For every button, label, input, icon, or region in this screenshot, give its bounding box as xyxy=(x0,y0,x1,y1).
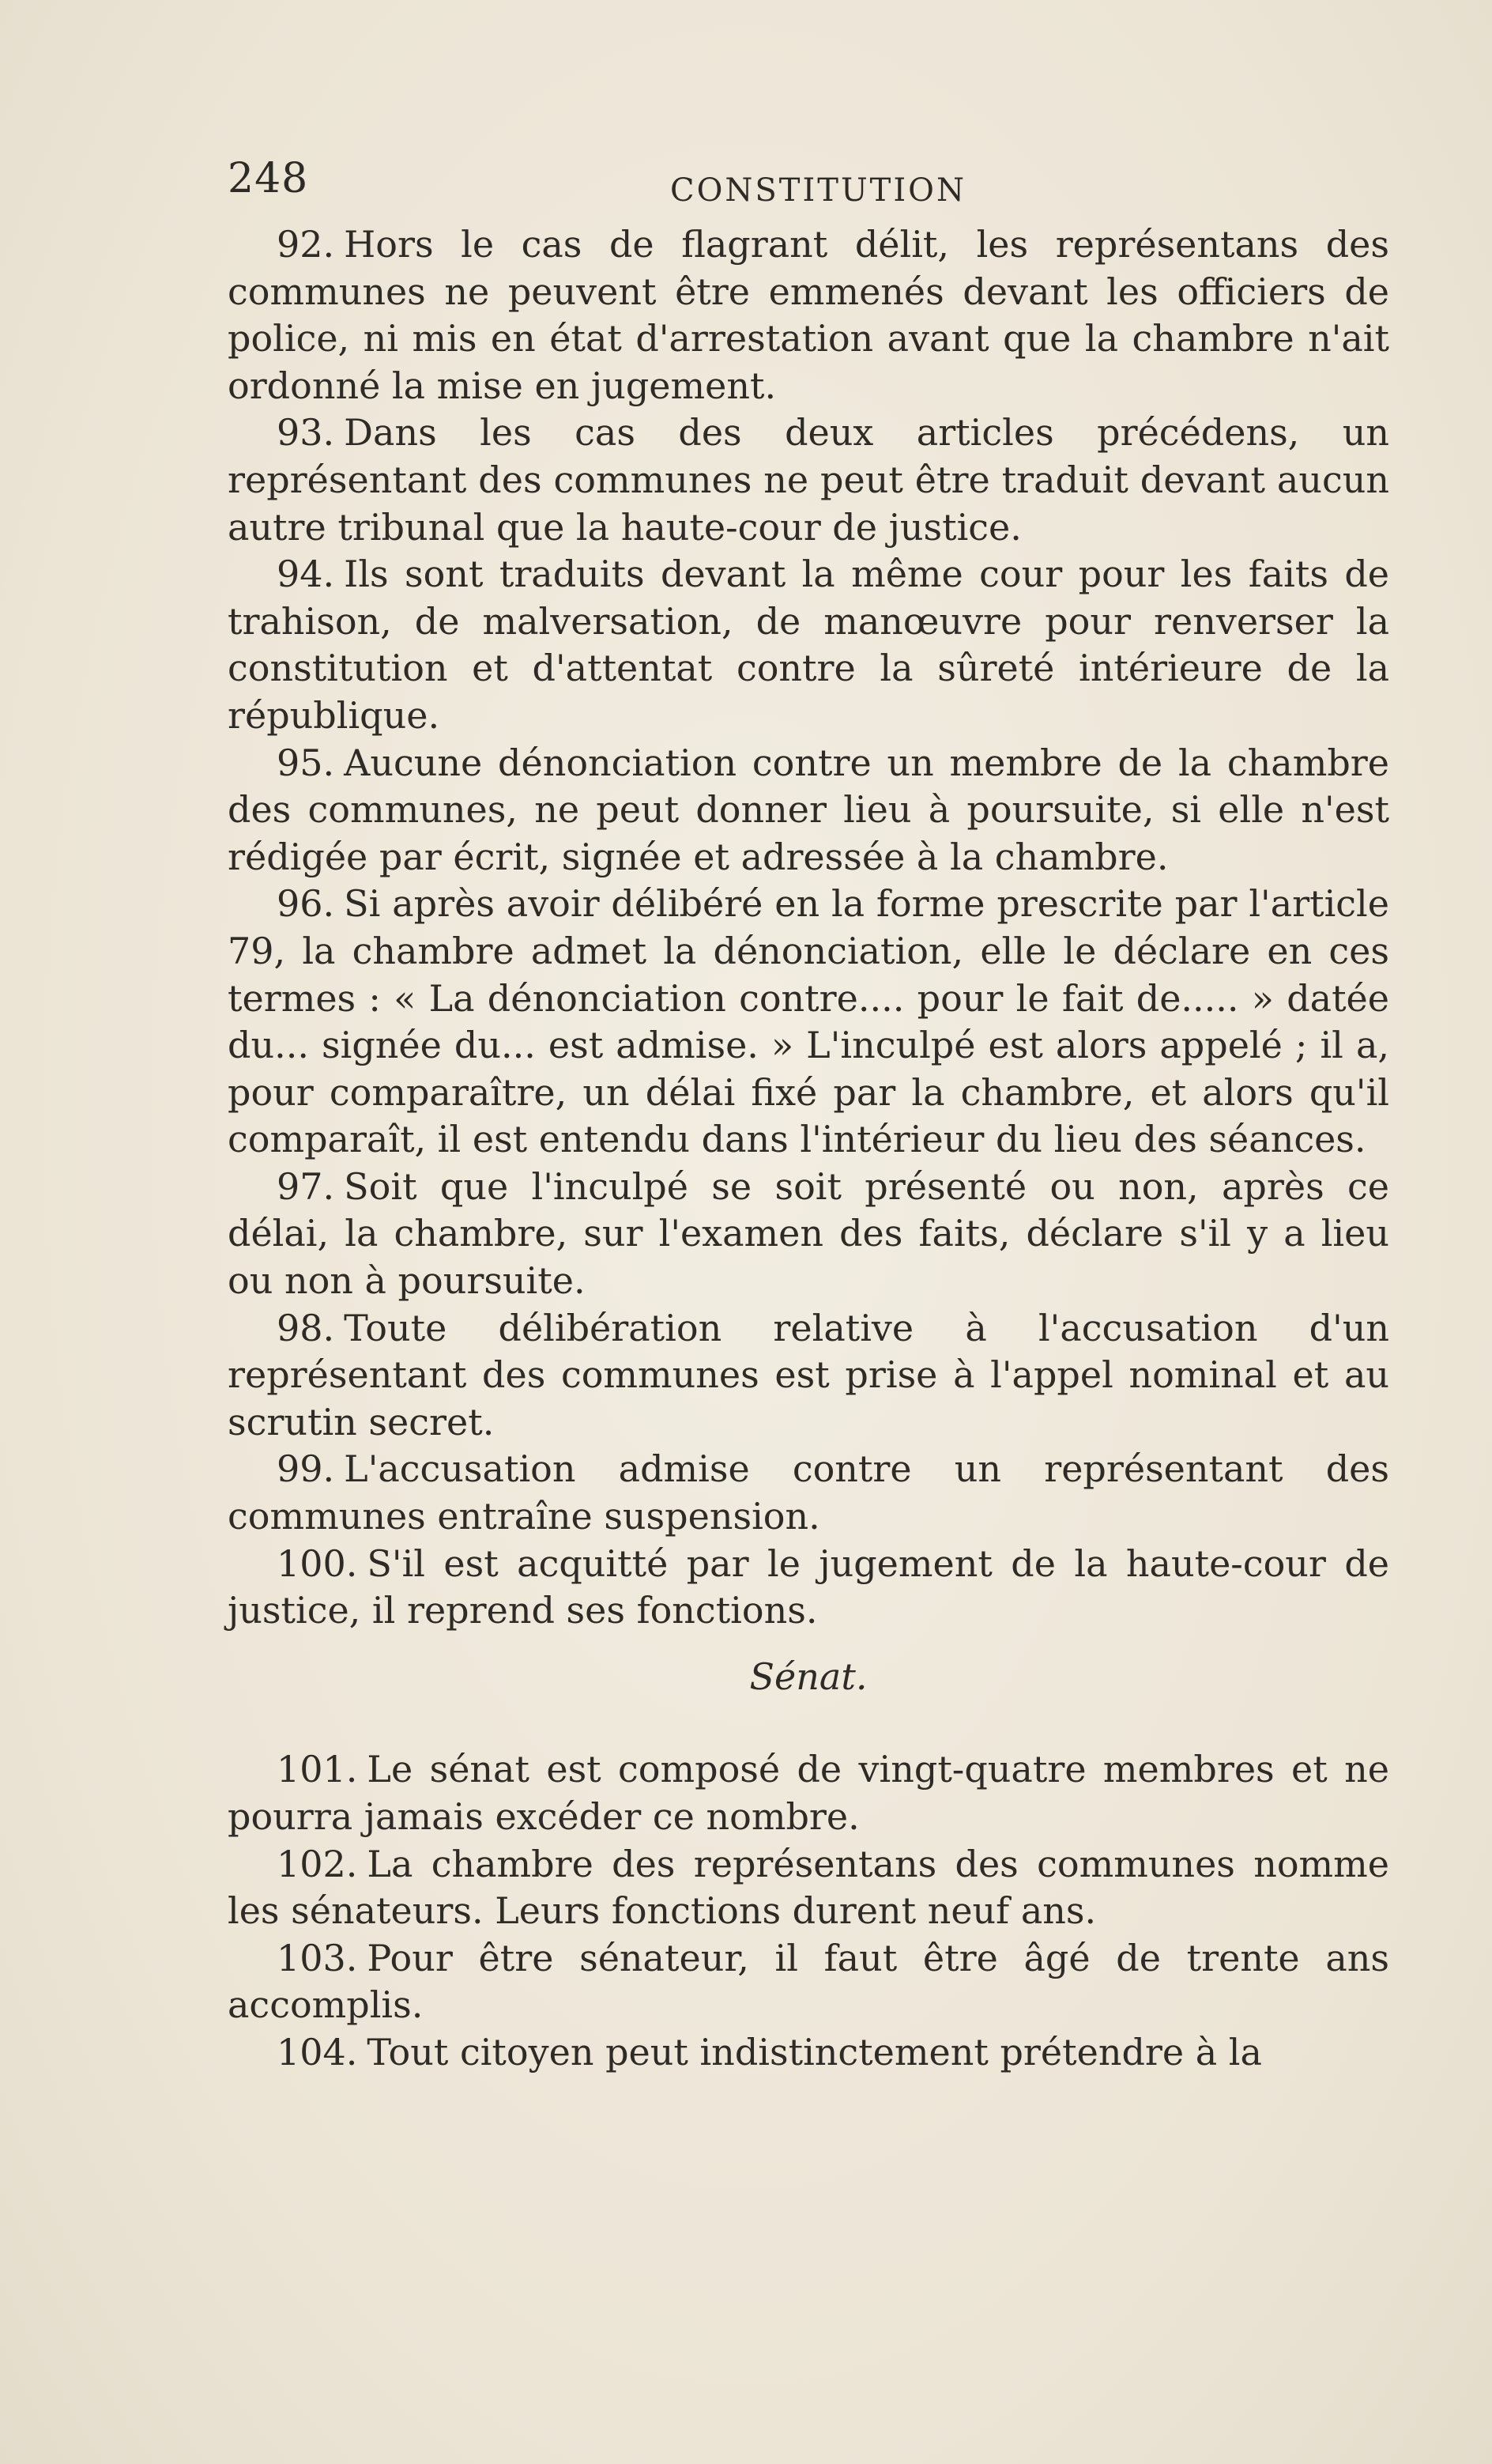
article-text: Dans les cas des deux articles précédens, un représentant des communes ne peut être traduit devant aucun autre tribunal que la haute-cour de justice. xyxy=(228,411,1389,549)
article-paragraph xyxy=(228,740,1389,881)
article-paragraph xyxy=(228,1446,1389,1540)
article-text: Pour être sénateur, il faut être âgé de trente ans accomplis. xyxy=(228,1936,1389,2027)
article-paragraph xyxy=(228,1541,1389,1635)
article-number: 99. xyxy=(277,1447,335,1491)
article-text: Tout citoyen peut indistinctement prétendre à la xyxy=(367,2030,1262,2073)
article-paragraph xyxy=(228,409,1389,551)
article-paragraph xyxy=(228,1305,1389,1447)
article-list-chambre xyxy=(228,221,1389,1635)
article-text: Toute délibération relative à l'accusation d'un représentant des communes est prise à l'appel nominal et au scrutin secret. xyxy=(228,1306,1389,1443)
article-number: 94. xyxy=(277,553,335,596)
article-number: 93. xyxy=(277,411,335,455)
article-text: Le sénat est composé de vingt-quatre membres et ne pourra jamais excéder ce nombre. xyxy=(228,1748,1389,1838)
article-text: L'accusation admise contre un représentant des communes entraîne suspension. xyxy=(228,1447,1389,1538)
section-title: Sénat. xyxy=(749,1655,868,1698)
article-number: 96. xyxy=(277,882,335,926)
article-number: 92. xyxy=(277,223,335,266)
article-text: Hors le cas de flagrant délit, les représentans des communes ne peuvent être emmenés devant les officiers de police, ni mis en état d'arrestation avant que la chambre n'ait ordonné la mise en jugement. xyxy=(228,223,1389,407)
article-number: 103. xyxy=(277,1936,358,1979)
article-paragraph xyxy=(228,2029,1389,2077)
article-paragraph xyxy=(228,221,1389,409)
body-text xyxy=(228,221,1389,2077)
article-number: 104. xyxy=(277,2030,358,2073)
running-head: CONSTITUTION xyxy=(670,172,966,209)
article-paragraph xyxy=(228,1746,1389,1840)
article-paragraph xyxy=(228,1164,1389,1305)
article-number: 102. xyxy=(277,1842,358,1885)
article-number: 100. xyxy=(277,1541,358,1585)
page-number: 248 xyxy=(228,155,309,202)
article-paragraph xyxy=(228,881,1389,1164)
article-text: La chambre des représentans des communes nomme les sénateurs. Leurs fonctions durent neuf ans. xyxy=(228,1842,1389,1933)
article-paragraph xyxy=(228,1935,1389,2029)
article-text: Aucune dénonciation contre un membre de la chambre des communes, ne peut donner lieu à poursuite, si elle n'est rédigée par écrit, signée et adressée à la chambre. xyxy=(228,741,1389,878)
article-text: Si après avoir délibéré en la forme prescrite par l'article 79, la chambre admet la dénonciation, elle le déclare en ces termes : « La dénonciation contre.... pour le fait de..... » datée du... signée du... est admise. » L'inculpé est alors appelé ; il a, pour comparaître, un délai fixé par la chambre, et alors qu'il comparaît, il est entendu dans l'intérieur du lieu des séances. xyxy=(228,882,1389,1161)
article-list-senat xyxy=(228,1746,1389,2076)
article-paragraph xyxy=(228,1841,1389,1935)
article-number: 101. xyxy=(277,1748,358,1791)
article-text: Soit que l'inculpé se soit présenté ou non, après ce délai, la chambre, sur l'examen des faits, déclare s'il y a lieu ou non à poursuite. xyxy=(228,1164,1389,1303)
article-text: Ils sont traduits devant la même cour pour les faits de trahison, de malversation, de manœuvre pour renverser la constitution et d'attentat contre la sûreté intérieure de la république. xyxy=(228,553,1389,737)
article-paragraph xyxy=(228,551,1389,739)
article-number: 95. xyxy=(277,741,335,784)
article-number: 98. xyxy=(277,1306,335,1349)
article-text: S'il est acquitté par le jugement de la haute-cour de justice, il reprend ses fonctions. xyxy=(228,1541,1389,1632)
page-header xyxy=(228,155,1389,218)
article-number: 97. xyxy=(277,1164,335,1208)
